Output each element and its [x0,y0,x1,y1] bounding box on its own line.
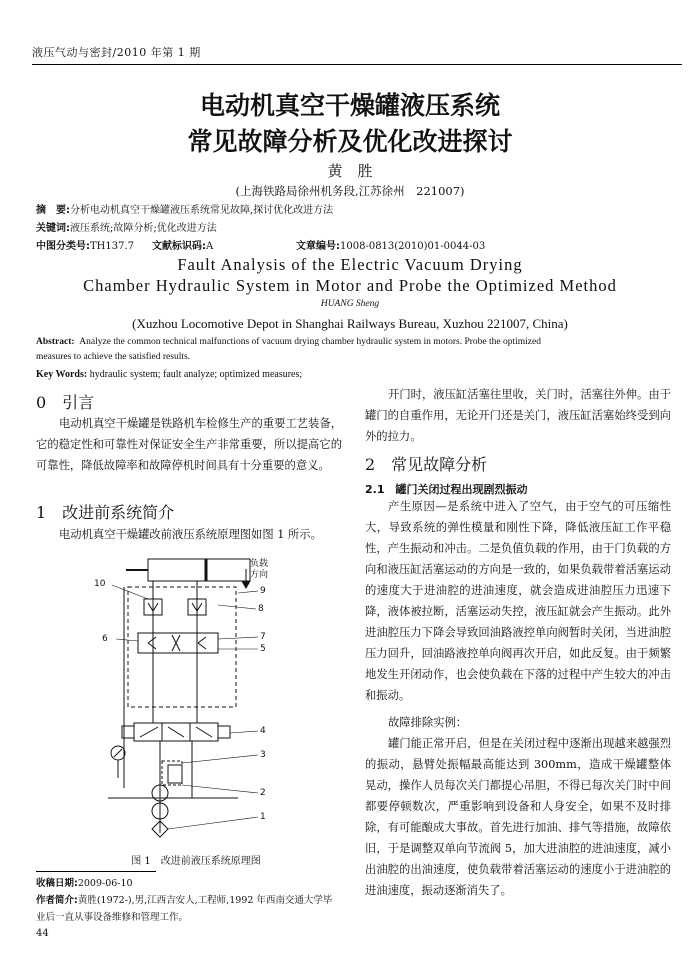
doc-code-value: A [206,241,214,252]
hydraulic-schematic-figure [88,553,298,843]
en-affiliation: (Xuzhou Locomotive Depot in Shanghai Railways Bureau, Xuzhou 221007, China) [132,316,568,331]
direction-label: 方向 [250,570,269,580]
en-abstract [36,335,672,382]
clc-label: 中图分类号: [36,241,90,252]
en-abstract-label: Abstract: [36,337,75,347]
affiliation: (上海铁路局徐州机务段,江苏徐州 221007) [235,184,465,198]
bio-line-1: 黄胜(1972-),男,江西吉安人,工程师,1992 年西南交通大学毕 [77,895,333,906]
callout-9: 9 [260,586,266,596]
figure-caption: 图 1 改进前液压系统原理图 [131,856,261,867]
cn-keywords-text: 液压系统;故障分析;优化改进方法 [70,223,217,234]
en-abstract-text-1: Analyze the common technical malfunctions of vacuum drying chamber hydraulic system in motors. Probe the optimized [79,337,541,347]
cn-abstract [36,201,333,216]
callout-8: 8 [258,604,264,614]
cn-keywords-label: 关键词: [36,223,70,234]
cn-abstract-text: 分析电动机真空干燥罐液压系统常见故障,探讨优化改进方法 [70,205,334,216]
callout-7: 7 [260,632,266,642]
en-title-line-2: Chamber Hydraulic System in Motor and Probe the Optimized Method [83,276,617,295]
load-arrowhead-icon [242,581,250,588]
check-valve-symbols [148,603,202,611]
en-title-line-1: Fault Analysis of the Electric Vacuum Drying [177,255,523,274]
bio-line-2: 业后一直从事设备维修和管理工作。 [36,912,189,923]
article-no-value: 1008-0813(2010)01-0044-03 [340,241,486,252]
section-0-paragraph: 电动机真空干燥罐是铁路机车检修生产的重要工艺装备，它的稳定性和可靠性对保证安全生产非常重要，所以提高它的可靠性，降低故障率和故障停机时间具有十分重要的意义。 [36,417,342,472]
footnote-rule [36,871,156,872]
journal-header: 液压气动与密封/2010 年第 1 期 [32,46,201,59]
clc-number [36,237,134,252]
section-1-paragraph: 电动机真空干燥罐改前液压系统原理图如图 1 所示。 [59,528,322,541]
doc-code-label: 文献标识码: [152,241,206,252]
section-2-title: 2 常见故障分析 [365,455,488,474]
cn-abstract-label: 摘 要: [36,205,70,216]
callout-6: 6 [102,634,108,644]
example-label: 故障排除实例： [388,716,468,729]
example-paragraph: 罐门能正常开启，但是在关闭过程中逐渐出现越来越强烈的振动，悬臂处振幅最高能达到 300mm，造成干燥罐整体晃动，操作人员每次关门都提心吊胆，不得已每次关门时中间都要停顿数次，严重影响到设备和人身安全，如果不及时排除，有可能酿成大事故。首先进行加油、排气等措施，故障依旧，于是调整双单向节流阀 5，加大进油腔的进油速度，减小出油腔的出油速度，使负载带着活塞运动的速度小于进油腔的进油速度，振动逐渐消失了。 [365,737,671,897]
directional-valve-flow-symbols [140,727,212,737]
en-keywords-label: Key Words: [36,369,88,380]
solenoid-right [218,726,230,738]
en-keywords-text: hydraulic system; fault analyze; optimized measures; [89,369,303,380]
callout-5: 5 [260,644,266,654]
section-0-title: 0 引言 [36,393,95,412]
cn-keywords [36,219,217,234]
callout-4: 4 [260,726,266,736]
article-no-label: 文章编号: [296,241,340,252]
hydraulic-cylinder [148,559,250,581]
callout-2: 2 [260,788,266,798]
bio-label: 作者简介: [36,895,78,906]
header-rule [32,64,682,65]
section-2-1-paragraph: 产生原因—是系统中进入了空气，由于空气的可压缩性大，导致系统的弹性模量和刚性下降，降低液压缸工作平稳性，产生振动和冲击。二是负值负载的作用，由于门负载的方向和液压缸活塞运动的方向是一致的，如果负载带着活塞运动的速度大于进油腔的进油速度，就会造成进油腔压力迅速下降，液体被拉断，活塞运动失控，液压缸就会产生振动。此外进油腔压力下降会导致回油路液控单向阀暂时关闭，当进油腔压力回升，回油路液控单向阀再次开启，如此反复。由于频繁地发生开闭动作，也会使负载在下落的过程中产生较大的冲击和振动。 [365,500,671,702]
doc-code [152,237,213,252]
article-number [296,237,485,252]
title-line-1: 电动机真空干燥罐液压系统 [199,91,500,120]
author-name: 黄 胜 [327,162,373,180]
load-label: 负载 [250,559,269,569]
section-2-1-title: 2.1 罐门关闭过程出现剧烈振动 [365,483,528,496]
en-abstract-text-2: measures to achieve the satisfied results. [36,352,191,362]
footnote [36,875,356,926]
gauge-needle [114,749,122,757]
callout-3: 3 [260,750,266,760]
section-1-title: 1 改进前系统简介 [36,503,175,522]
received-label: 收稿日期: [36,878,78,889]
title-line-2: 常见故障分析及优化改进探讨 [187,127,513,156]
right-intro-paragraph: 开门时，液压缸活塞往里收，关门时，活塞往外伸。由于罐门的自重作用，无论开门还是关门，液压缸活塞始终受到向外的拉力。 [365,388,671,443]
callout-1: 1 [260,812,266,822]
relief-valve [168,765,182,783]
callout-10: 10 [94,579,106,589]
page-number: 44 [36,928,49,939]
en-author: HUANG Sheng [320,299,380,309]
dual-throttle-check-valve [138,633,218,653]
received-value: 2009-06-10 [77,878,133,889]
clc-value: TH137.7 [90,241,135,252]
